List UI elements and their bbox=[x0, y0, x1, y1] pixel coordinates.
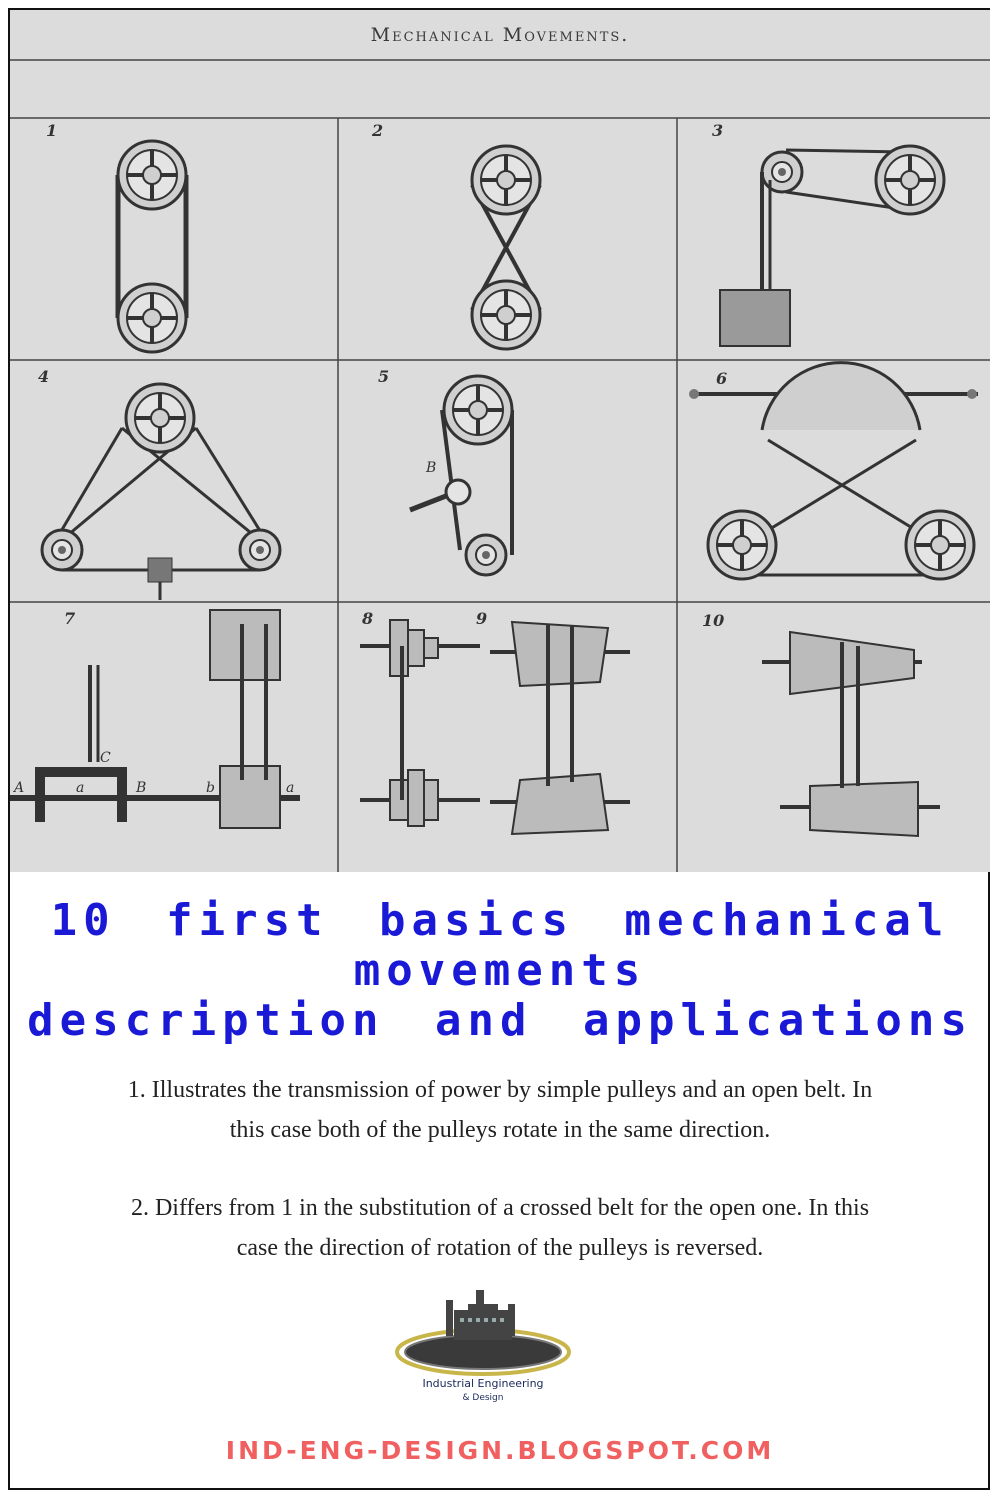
description-line: 1. Illustrates the transmission of power by simple pulleys and an open belt. In bbox=[127, 1077, 873, 1103]
label-a-right: a bbox=[286, 780, 295, 796]
label-c: C bbox=[100, 750, 111, 766]
description-line: case the direction of rotation of the pulleys is reversed. bbox=[236, 1235, 764, 1261]
label-b: B bbox=[426, 460, 437, 476]
figure-4-three-pulleys bbox=[42, 384, 280, 600]
figure-number: 3 bbox=[712, 121, 724, 140]
blog-logo bbox=[388, 1290, 578, 1405]
plate-drawing bbox=[10, 10, 990, 872]
factory-icon bbox=[446, 1290, 515, 1340]
figure-10-cone-pulleys bbox=[762, 632, 940, 836]
label-a-italic: a bbox=[76, 780, 85, 796]
figure-3-weight-pulley bbox=[720, 146, 944, 346]
logo-text: Industrial Engineering bbox=[422, 1377, 544, 1390]
figure-number: 4 bbox=[38, 367, 50, 386]
label-b-upper: B bbox=[136, 780, 147, 796]
figure-number: 7 bbox=[64, 609, 76, 628]
figure-1-open-belt bbox=[118, 141, 186, 352]
headline-line-2: description and applications bbox=[27, 995, 973, 1046]
description-item bbox=[40, 1070, 960, 1150]
label-a-left: A bbox=[14, 780, 25, 796]
figure-number: 1 bbox=[46, 121, 58, 140]
figure-number: 10 bbox=[702, 611, 725, 630]
figure-5-tensioner bbox=[410, 376, 512, 575]
description-line: 2. Differs from 1 in the substitution of a crossed belt for the open one. In this bbox=[130, 1195, 870, 1221]
figure-8-stepped-pulleys bbox=[360, 620, 480, 826]
figure-6-wheel-and-pulleys bbox=[689, 363, 978, 579]
plate-title: Mechanical Movements. bbox=[370, 24, 630, 46]
logo-ring-dark bbox=[405, 1335, 561, 1369]
figure-2-crossed-belt bbox=[472, 146, 540, 349]
blog-url-link[interactable]: IND-ENG-DESIGN.BLOGSPOT.COM bbox=[225, 1436, 775, 1465]
headline-line-1: 10 first basics mechanical movements bbox=[50, 895, 950, 996]
mechanical-movements-plate bbox=[10, 10, 990, 872]
figure-number: 5 bbox=[378, 367, 390, 386]
figure-number: 8 bbox=[362, 609, 374, 628]
logo-subtext: & Design bbox=[462, 1393, 504, 1403]
headline bbox=[10, 896, 990, 1046]
figure-7-fast-loose-pulley bbox=[10, 610, 300, 828]
description-line: this case both of the pulleys rotate in the same direction. bbox=[229, 1117, 771, 1143]
figure-9-cone-pulleys bbox=[490, 622, 630, 834]
label-b-lower: b bbox=[206, 780, 215, 796]
figure-number: 6 bbox=[716, 369, 728, 388]
figure-number: 9 bbox=[476, 609, 488, 628]
description-item bbox=[40, 1188, 960, 1268]
figure-number: 2 bbox=[372, 121, 384, 140]
